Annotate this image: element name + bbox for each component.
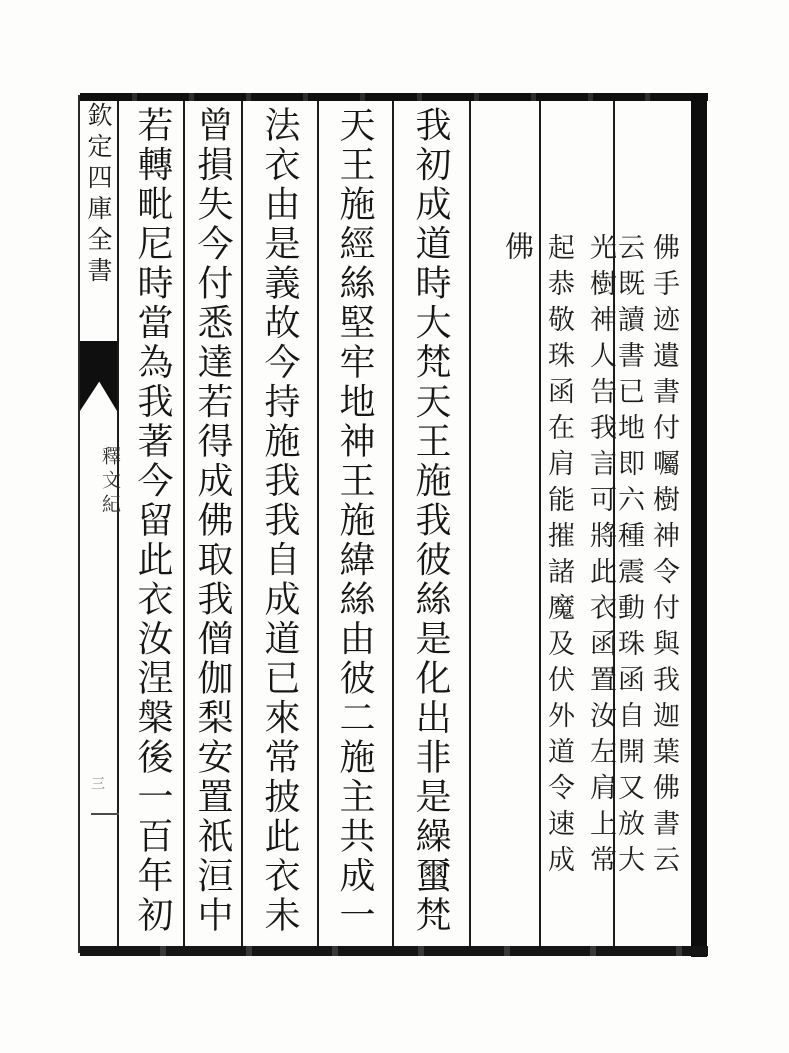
- column-divider: [317, 101, 319, 946]
- collection-title: 欽定四庫全書: [84, 102, 111, 288]
- frame-top-border: [80, 93, 708, 101]
- column-divider: [183, 101, 185, 946]
- page-number: 三: [89, 776, 104, 790]
- frame-right-border: [691, 93, 707, 957]
- main-text-column-2: 天王施經絲堅牢地神王施緯絲由彼二施主共成一: [335, 106, 375, 936]
- column-divider: [241, 101, 243, 946]
- main-text-column-4: 曾損失今付悉達若得成佛取我僧伽梨安置祇洹中: [193, 106, 233, 936]
- margin-line: [91, 813, 119, 815]
- commentary-column-2-right: 光樹神人告我言可將此衣函置汝左肩上常: [586, 233, 616, 881]
- commentary-column-1-right: 佛手迹遺書付囑樹神令付與我迦葉佛書云: [649, 233, 679, 881]
- commentary-column-1-left: 云既讀書已地即六種震動珠函自開又放大: [614, 233, 644, 881]
- book-title: 釋文紀: [99, 446, 120, 518]
- main-text-column-5: 若轉毗尼時當為我著今留此衣汝涅槃後一百年初: [133, 106, 173, 936]
- column-divider: [392, 101, 394, 946]
- main-text-column-3: 法衣由是義故今持施我我自成道已來常披此衣未: [260, 106, 300, 936]
- commentary-overflow-char: 佛: [501, 231, 533, 260]
- frame-bottom-border: [80, 946, 708, 956]
- commentary-column-2-left: 起恭敬珠函在肩能摧諸魔及伏外道令速成: [544, 233, 574, 881]
- main-text-column-1: 我初成道時大梵天王施我彼絲是化出非是繰蠒梵: [411, 106, 451, 936]
- column-divider: [469, 101, 471, 946]
